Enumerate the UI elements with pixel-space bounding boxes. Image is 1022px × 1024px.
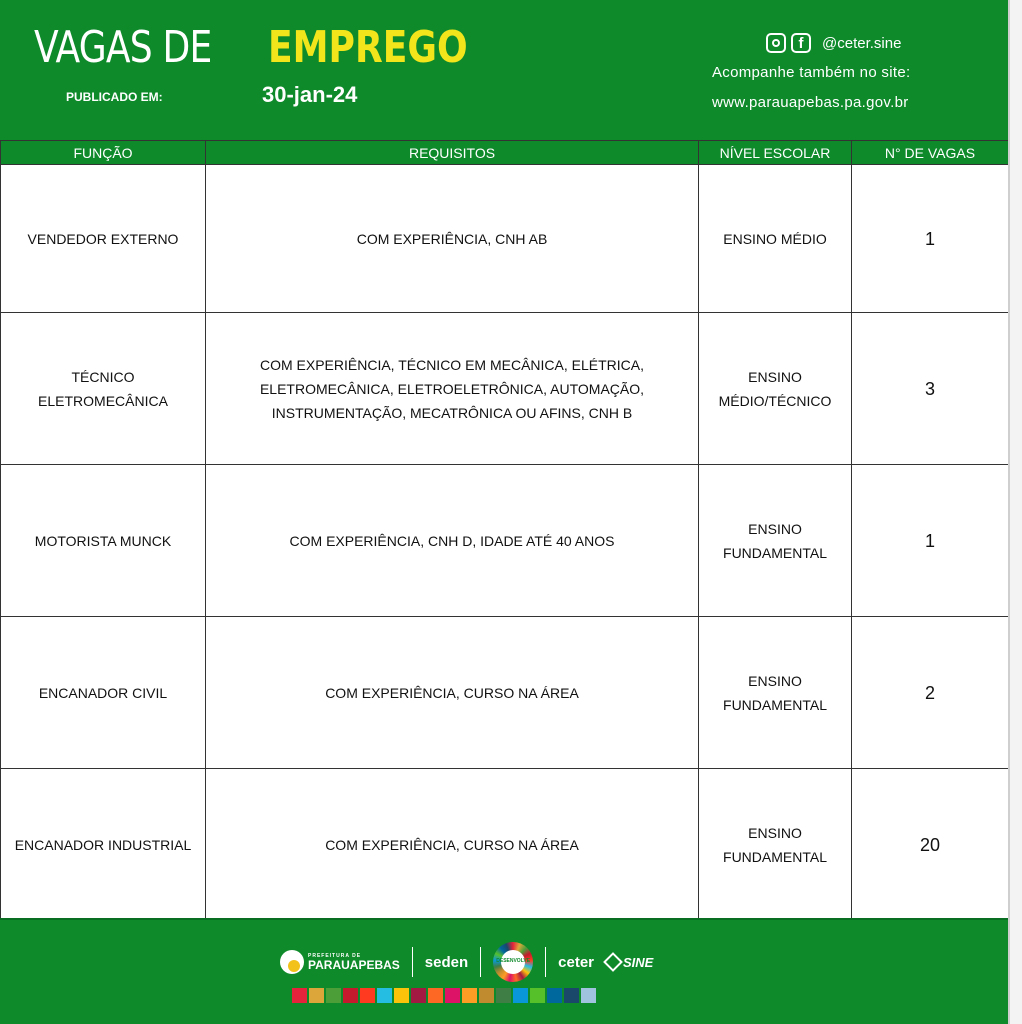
sdg-goal-icon — [343, 988, 358, 1003]
cell-requisitos: COM EXPERIÊNCIA, CNH D, IDADE ATÉ 40 ANOS — [206, 465, 699, 617]
sdg-goal-icon — [292, 988, 307, 1003]
sdg-goal-icon — [564, 988, 579, 1003]
cell-vagas: 3 — [852, 313, 1009, 465]
column-header-nivel-escolar: NÍVEL ESCOLAR — [699, 141, 852, 165]
sdg-goal-icon — [513, 988, 528, 1003]
sdg-goal-icon — [377, 988, 392, 1003]
sdg-goal-icon — [445, 988, 460, 1003]
cell-nivel: ENSINO MÉDIO — [699, 165, 852, 313]
prefeitura-emblem-icon — [280, 950, 304, 974]
sine-logo-text: SINE — [623, 954, 654, 970]
cell-vagas: 20 — [852, 769, 1009, 921]
sdg-goal-icon — [309, 988, 324, 1003]
table-row — [1, 617, 1009, 769]
sdg-goal-icon — [411, 988, 426, 1003]
cell-nivel: ENSINO FUNDAMENTAL — [699, 617, 852, 769]
column-header-vagas: N° DE VAGAS — [852, 141, 1009, 165]
sdg-goal-icon — [581, 988, 596, 1003]
cell-vagas: 1 — [852, 465, 1009, 617]
sine-logo — [606, 955, 653, 970]
title-emprego: EMPREGO — [268, 22, 468, 73]
cell-funcao: TÉCNICO ELETROMECÂNICA — [1, 313, 206, 465]
prefeitura-logo-small-text: PREFEITURA DE — [308, 952, 362, 959]
cell-nivel: ENSINO FUNDAMENTAL — [699, 769, 852, 921]
sine-mark-icon — [603, 952, 623, 972]
cell-requisitos: COM EXPERIÊNCIA, CNH AB — [206, 165, 699, 313]
sdg-goal-icon — [360, 988, 375, 1003]
published-date: 30-jan-24 — [262, 82, 358, 107]
logo-divider — [545, 947, 546, 977]
cell-funcao: ENCANADOR INDUSTRIAL — [1, 769, 206, 921]
cell-nivel: ENSINO MÉDIO/TÉCNICO — [699, 313, 852, 465]
jobs-table — [0, 140, 1009, 921]
sdg-goal-icon — [326, 988, 341, 1003]
header-banner — [0, 0, 1008, 140]
sdg-goal-icon — [428, 988, 443, 1003]
cell-vagas: 1 — [852, 165, 1009, 313]
sdg-goal-icon — [462, 988, 477, 1003]
social-handle[interactable]: @ceter.sine — [822, 34, 902, 52]
sponsor-logos — [280, 940, 653, 984]
title-vagas-de: VAGAS DE — [34, 22, 212, 73]
table-row — [1, 313, 1009, 465]
instagram-icon[interactable] — [766, 33, 786, 53]
site-label: Acompanhe também no site: — [712, 64, 911, 81]
table-row — [1, 165, 1009, 313]
table-row — [1, 769, 1009, 921]
cell-funcao: VENDEDOR EXTERNO — [1, 165, 206, 313]
desenvolve-badge-text: DESENVOLVE — [501, 950, 525, 974]
prefeitura-logo-name: PARAUAPEBAS — [308, 957, 400, 972]
cell-funcao: MOTORISTA MUNCK — [1, 465, 206, 617]
seden-logo: seden — [424, 953, 469, 971]
ceter-logo: ceter — [558, 953, 595, 971]
footer-banner — [0, 918, 1008, 1024]
cell-funcao: ENCANADOR CIVIL — [1, 617, 206, 769]
page-edge — [1008, 0, 1022, 1024]
sdg-goal-icon — [547, 988, 562, 1003]
cell-requisitos: COM EXPERIÊNCIA, CURSO NA ÁREA — [206, 769, 699, 921]
table-row — [1, 465, 1009, 617]
cell-vagas: 2 — [852, 617, 1009, 769]
cell-requisitos: COM EXPERIÊNCIA, TÉCNICO EM MECÂNICA, ELÉTRICA, ELETROMECÂNICA, ELETROELETRÔNICA, AUTOMAÇÃO, INSTRUMENTAÇÃO, MECATRÔNICA OU AFINS, CNH B — [206, 313, 699, 465]
sdg-goal-icon — [479, 988, 494, 1003]
cell-requisitos: COM EXPERIÊNCIA, CURSO NA ÁREA — [206, 617, 699, 769]
column-header-requisitos: REQUISITOS — [206, 141, 699, 165]
column-header-funcao: FUNÇÃO — [1, 141, 206, 165]
published-label: PUBLICADO EM: — [66, 90, 163, 104]
cell-nivel: ENSINO FUNDAMENTAL — [699, 465, 852, 617]
table-header-row — [1, 141, 1009, 165]
sdg-goal-icon — [394, 988, 409, 1003]
logo-divider — [412, 947, 413, 977]
sdg-icons-row — [292, 988, 596, 1003]
sdg-goal-icon — [530, 988, 545, 1003]
sdg-goal-icon — [496, 988, 511, 1003]
social-links — [766, 32, 901, 54]
site-url-link[interactable]: www.parauapebas.pa.gov.br — [712, 94, 909, 111]
desenvolve-badge-icon — [493, 942, 533, 982]
facebook-icon[interactable]: f — [791, 33, 811, 53]
prefeitura-logo — [280, 950, 400, 974]
logo-divider — [480, 947, 481, 977]
